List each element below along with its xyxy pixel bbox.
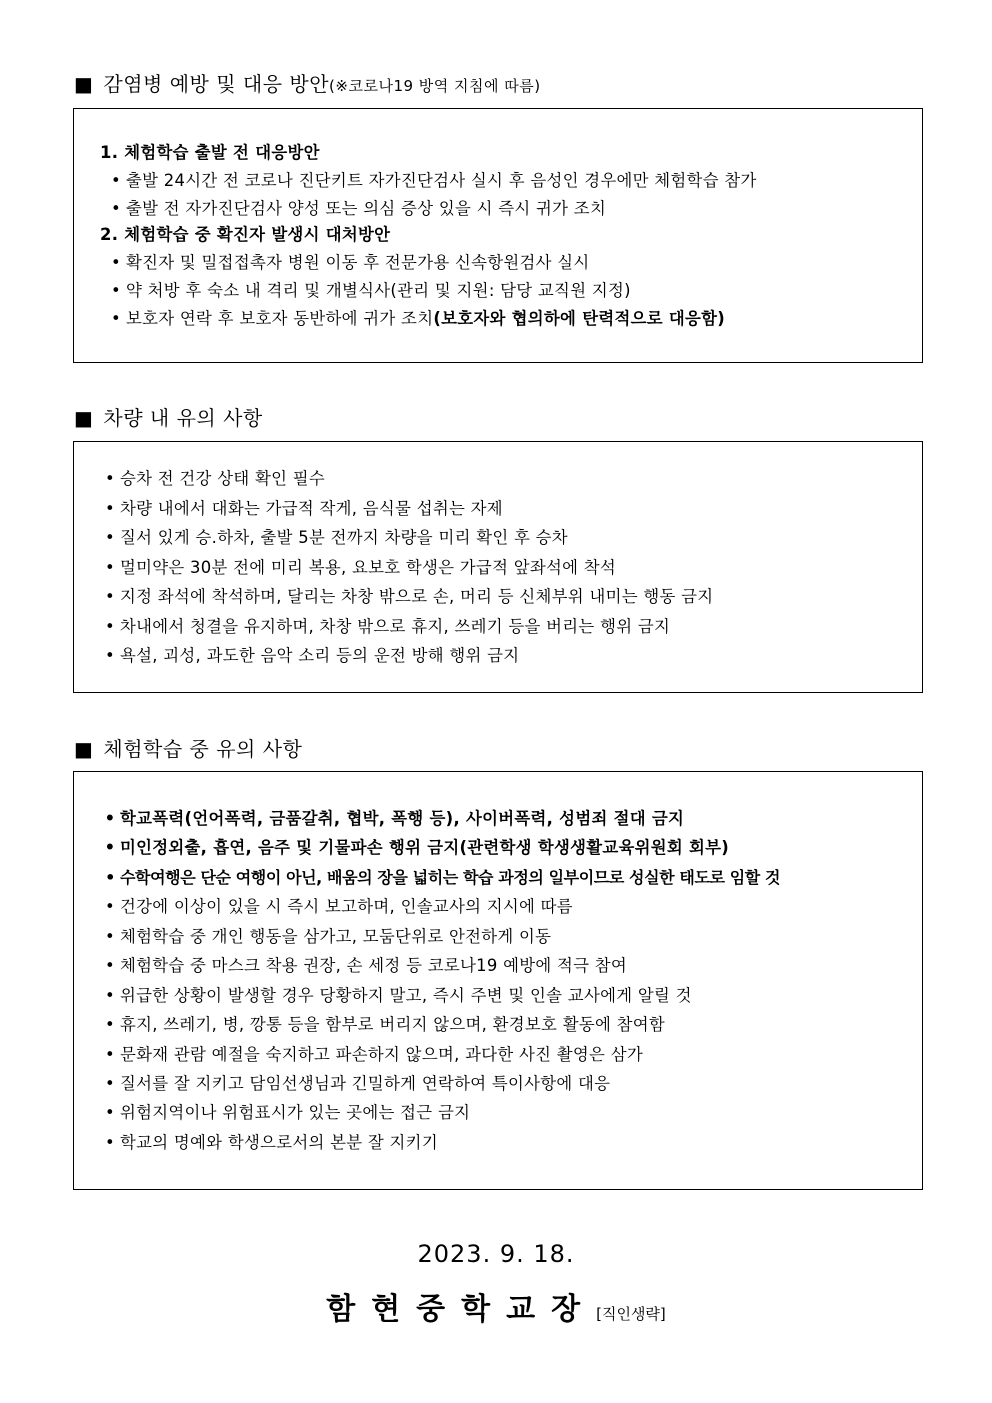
section-title-note: (※코로나19 방역 지침에 따름) [329,77,541,95]
signer-name: 함현중학교장 [326,1292,597,1327]
list-item [100,1133,438,1153]
list-item [106,281,631,301]
list-item-text: 욕설, 괴성, 과도한 음악 소리 등의 운전 방해 행위 금지 [120,646,520,665]
list-item-text: 휴지, 쓰레기, 병, 깡통 등을 함부로 버리지 않으며, 환경보호 활동에 참여함 [120,1015,666,1034]
bullet-icon: • [111,171,121,190]
list-item [100,956,627,976]
bullet-icon: • [105,1133,115,1152]
list-item [100,646,519,666]
section-title-text: 체험학습 중 유의 사항 [103,737,303,761]
list-item-bold [100,809,684,829]
list-item [106,253,590,273]
bullet-icon: • [105,1103,115,1122]
bullet-icon: • [105,469,115,488]
list-item-text: 위험지역이나 위험표시가 있는 곳에는 접근 금지 [120,1103,471,1122]
bullet-icon: • [104,838,116,857]
bullet-icon: • [111,309,121,328]
list-item-text: 승차 전 건강 상태 확인 필수 [120,469,326,488]
bullet-icon: • [105,1015,115,1034]
list-item [100,617,670,637]
bullet-icon: • [105,528,115,547]
bullet-icon: • [111,253,121,272]
list-item [100,469,325,489]
list-item-text: 출발 전 자가진단검사 양성 또는 의심 증상 있을 시 즉시 귀가 조치 [126,199,607,218]
bullet-icon: • [104,809,116,828]
signature-line [0,1284,992,1328]
list-item [100,499,503,519]
list-item-text: 멀미약은 30분 전에 미리 복용, 요보호 학생은 가급적 앞좌석에 착석 [120,558,617,577]
list-item [100,1015,665,1035]
field-trip-box [73,771,923,1190]
list-item-text: 체험학습 중 개인 행동을 삼가고, 모둠단위로 안전하게 이동 [120,927,552,946]
list-item-text: 학교의 명예와 학생으로서의 본분 잘 지키기 [120,1133,438,1152]
section-title-text: 감염병 예방 및 대응 방안 [103,72,330,96]
bullet-icon: • [105,499,115,518]
bullet-icon: • [105,558,115,577]
list-item [100,558,616,578]
list-item [100,897,573,917]
list-item-text: 위급한 상황이 발생할 경우 당황하지 말고, 즉시 주변 및 인솔 교사에게 알릴 것 [120,986,692,1005]
heading-text: 2. 체험학습 중 확진자 발생시 대처방안 [100,225,391,244]
bullet-icon: • [105,986,115,1005]
list-item [100,927,551,947]
seal-note: [직인생략] [596,1305,666,1323]
heading-before-departure [100,143,320,163]
list-item-text: 건강에 이상이 있을 시 즉시 보고하며, 인솔교사의 지시에 따름 [120,897,573,916]
list-item [100,1103,470,1123]
list-item-text: 출발 24시간 전 코로나 진단키트 자가진단검사 실시 후 음성인 경우에만 체험학습 참가 [126,171,757,190]
list-item-text: 수학여행은 단순 여행이 아닌, 배움의 장을 넓히는 학습 과정의 일부이므로 성실한 태도로 임할 것 [120,868,781,887]
bullet-icon: • [105,1074,115,1093]
section-title-infection [74,68,541,97]
list-item [106,199,606,219]
section-title-text: 차량 내 유의 사항 [103,406,263,430]
square-bullet-icon: ■ [74,72,94,96]
list-item-text: 약 처방 후 숙소 내 격리 및 개별식사(관리 및 지원: 담당 교직원 지정) [126,281,631,300]
list-item-text: 질서를 잘 지키고 담임선생님과 긴밀하게 연락하여 특이사항에 대응 [120,1074,611,1093]
list-item [100,587,713,607]
list-item-bold-text: (보호자와 협의하에 탄력적으로 대응함) [433,309,726,328]
bullet-icon: • [105,927,115,946]
bullet-icon: • [105,587,115,606]
section-title-vehicle [74,402,263,431]
infection-box [73,108,923,363]
list-item-text: 미인정외출, 흡연, 음주 및 기물파손 행위 금지(관련학생 학생생활교육위원회 회부) [120,838,730,857]
square-bullet-icon: ■ [74,737,94,761]
list-item [100,986,692,1006]
list-item-text: 보호자 연락 후 보호자 동반하에 귀가 조치 [126,309,434,328]
list-item [100,528,568,548]
list-item [106,309,725,329]
list-item-bold [100,838,729,858]
list-item [100,1074,610,1094]
list-item-text: 학교폭력(언어폭력, 금품갈취, 협박, 폭행 등), 사이버폭력, 성범죄 절대 금지 [120,809,685,828]
bullet-icon: • [111,281,121,300]
list-item-text: 확진자 및 밀접접촉자 병원 이동 후 전문가용 신속항원검사 실시 [126,253,590,272]
heading-text: 1. 체험학습 출발 전 대응방안 [100,143,320,162]
bullet-icon: • [111,199,121,218]
bullet-icon: • [105,897,115,916]
list-item-bold [100,868,780,888]
list-item-text: 체험학습 중 마스크 착용 권장, 손 세정 등 코로나19 예방에 적극 참여 [120,956,628,975]
list-item-text: 문화재 관람 예절을 숙지하고 파손하지 않으며, 과다한 사진 촬영은 삼가 [120,1045,643,1064]
bullet-icon: • [105,617,115,636]
list-item-text: 질서 있게 승.하차, 출발 5분 전까지 차량을 미리 확인 후 승차 [120,528,568,547]
section-title-field-trip [74,733,302,762]
bullet-icon: • [105,956,115,975]
bullet-icon: • [105,646,115,665]
vehicle-box [73,441,923,693]
square-bullet-icon: ■ [74,406,94,430]
document-date: 2023. 9. 18. [417,1240,575,1268]
list-item [100,1045,643,1065]
bullet-icon: • [105,868,115,887]
heading-during-trip [100,225,390,245]
list-item-text: 지정 좌석에 착석하며, 달리는 차창 밖으로 손, 머리 등 신체부위 내미는 행동 금지 [120,587,714,606]
list-item-text: 차량 내에서 대화는 가급적 작게, 음식물 섭취는 자제 [120,499,503,518]
list-item [106,171,757,191]
list-item-text: 차내에서 청결을 유지하며, 차창 밖으로 휴지, 쓰레기 등을 버리는 행위 금지 [120,617,671,636]
bullet-icon: • [105,1045,115,1064]
